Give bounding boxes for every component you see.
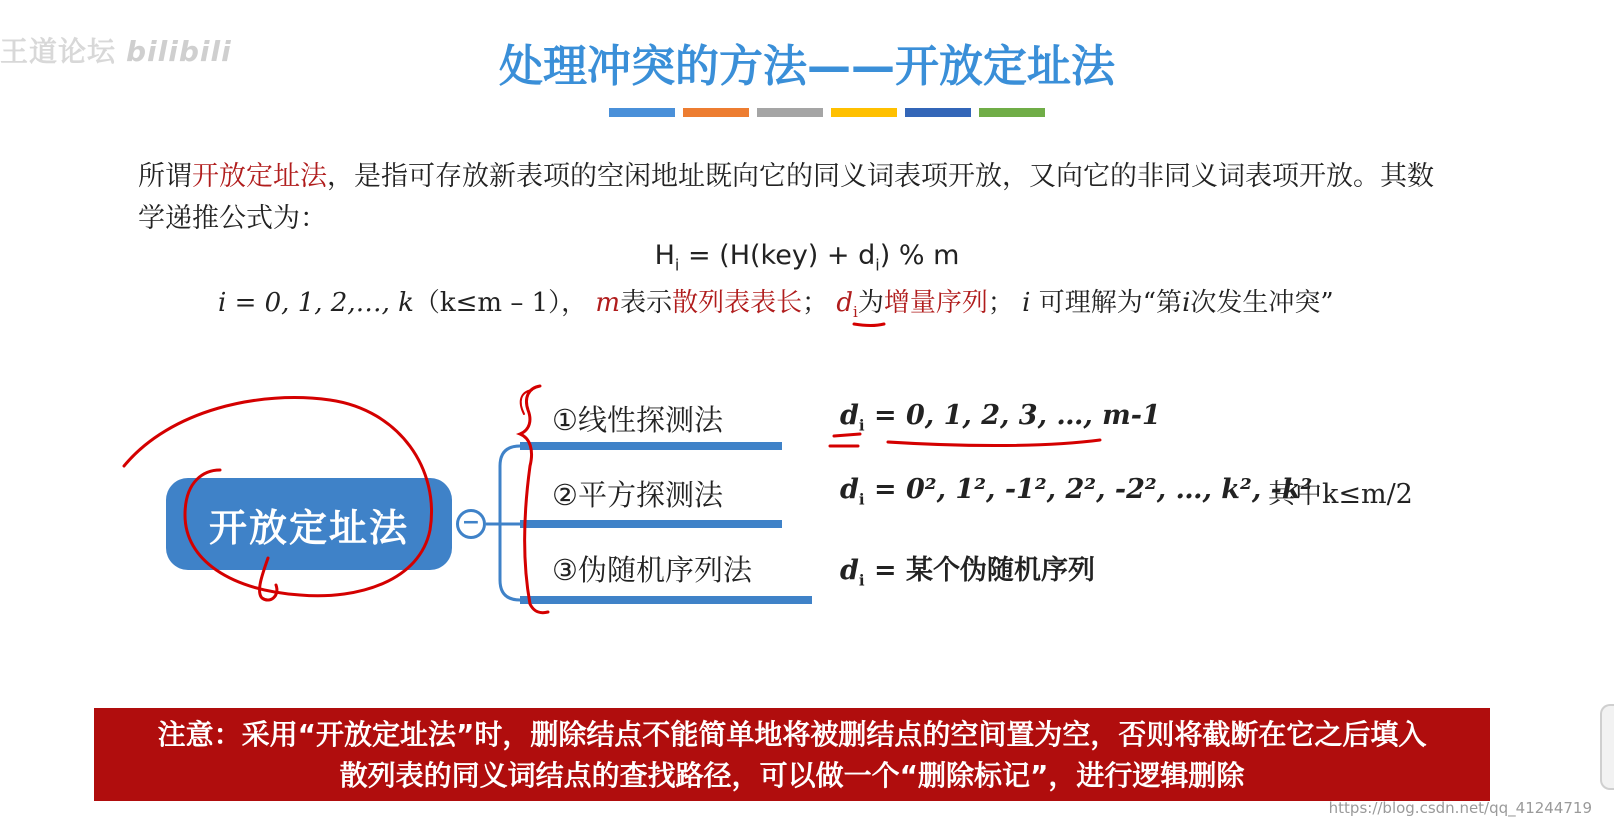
branch-underline-2	[520, 520, 782, 528]
pseudo-random-increment-formula	[840, 548, 1095, 589]
variable-definitions	[218, 282, 1334, 321]
branch-linear-probing[interactable]: ①线性探测法	[552, 403, 723, 437]
color-bar-segment	[905, 108, 971, 117]
intro-rest: ，是指可存放新表项的空闲地址既向它的同义词表项开放，又向它的非同义词表项开放。其数学递推公式为：	[138, 161, 1434, 234]
formula-h-sub: i	[674, 255, 680, 275]
collapse-icon[interactable]: −	[456, 509, 486, 539]
def-bound: （k≤m – 1），	[413, 288, 588, 318]
watermark-text: 王道论坛	[0, 35, 117, 68]
def-range: i = 0, 1, 2,…, k	[218, 288, 414, 318]
def-d-sub: i	[853, 303, 858, 322]
quadratic-increment-formula	[840, 474, 1312, 508]
def-d-text: 为	[857, 288, 884, 318]
linear-d: d	[840, 400, 859, 431]
quadratic-d: d	[840, 474, 859, 505]
def-m-term: 散列表表长	[672, 288, 803, 318]
def-m-var: m	[595, 288, 621, 318]
branch-underline-3	[520, 596, 812, 604]
quadratic-condition: 其中k≤m/2	[1268, 479, 1413, 510]
def-sep2: ；	[987, 288, 1014, 318]
intro-term: 开放定址法	[192, 161, 327, 192]
def-m-text: 表示	[620, 288, 673, 318]
def-i-text: 可理解为“第	[1030, 288, 1183, 318]
formula-h: H	[654, 240, 675, 271]
quadratic-rest: = 0², 1², -1², 2², -2², …, k², -k²	[864, 474, 1313, 505]
formula-mid: = (H(key) + d	[679, 240, 876, 271]
notice-box	[94, 708, 1490, 801]
def-i-text2: 次发生冲突”	[1190, 288, 1334, 318]
branch-underline-1	[520, 442, 782, 450]
color-bar-segment	[831, 108, 897, 117]
branch-quadratic-probing[interactable]: ②平方探测法	[552, 478, 723, 512]
linear-d-sub: i	[858, 416, 865, 435]
linear-rest: = 0, 1, 2, 3, …, m-1	[864, 400, 1161, 431]
def-d-term: 增量序列	[883, 288, 988, 318]
random-rest: = 某个伪随机序列	[864, 555, 1096, 586]
def-d-var: d	[836, 288, 854, 318]
color-bar-segment	[609, 108, 675, 117]
def-i-var: i	[1022, 288, 1031, 318]
quadratic-d-sub: i	[858, 490, 865, 509]
color-bar-segment	[683, 108, 749, 117]
random-d: d	[840, 555, 859, 586]
notice-line-1: 注意：采用“开放定址法”时，删除结点不能简单地将被删结点的空间置为空，否则将截断在它之后填入	[157, 718, 1427, 751]
notice-line-2: 散列表的同义词结点的查找路径，可以做一个“删除标记”，进行逻辑删除	[339, 759, 1245, 792]
color-bar-segment	[757, 108, 823, 117]
formula-d-sub: i	[875, 255, 880, 275]
source-url: https://blog.csdn.net/qq_41244719	[1328, 799, 1592, 817]
branch-pseudo-random[interactable]: ③伪随机序列法	[552, 553, 752, 587]
color-bar-segment	[979, 108, 1045, 117]
formula-tail: ) % m	[879, 240, 960, 271]
page-title: 处理冲突的方法——开放定址法	[499, 41, 1115, 92]
bilibili-logo: bilibili	[126, 35, 232, 68]
def-sep1: ；	[802, 288, 829, 318]
random-d-sub: i	[858, 571, 865, 590]
recurrence-formula	[0, 240, 1614, 274]
def-i-var2: i	[1182, 288, 1191, 318]
intro-prefix: 所谓	[138, 161, 192, 192]
mindmap-root-node[interactable]: 开放定址法	[166, 478, 452, 570]
intro-paragraph	[138, 156, 1458, 240]
side-panel-handle[interactable]	[1600, 704, 1614, 790]
linear-increment-formula	[840, 400, 1161, 434]
